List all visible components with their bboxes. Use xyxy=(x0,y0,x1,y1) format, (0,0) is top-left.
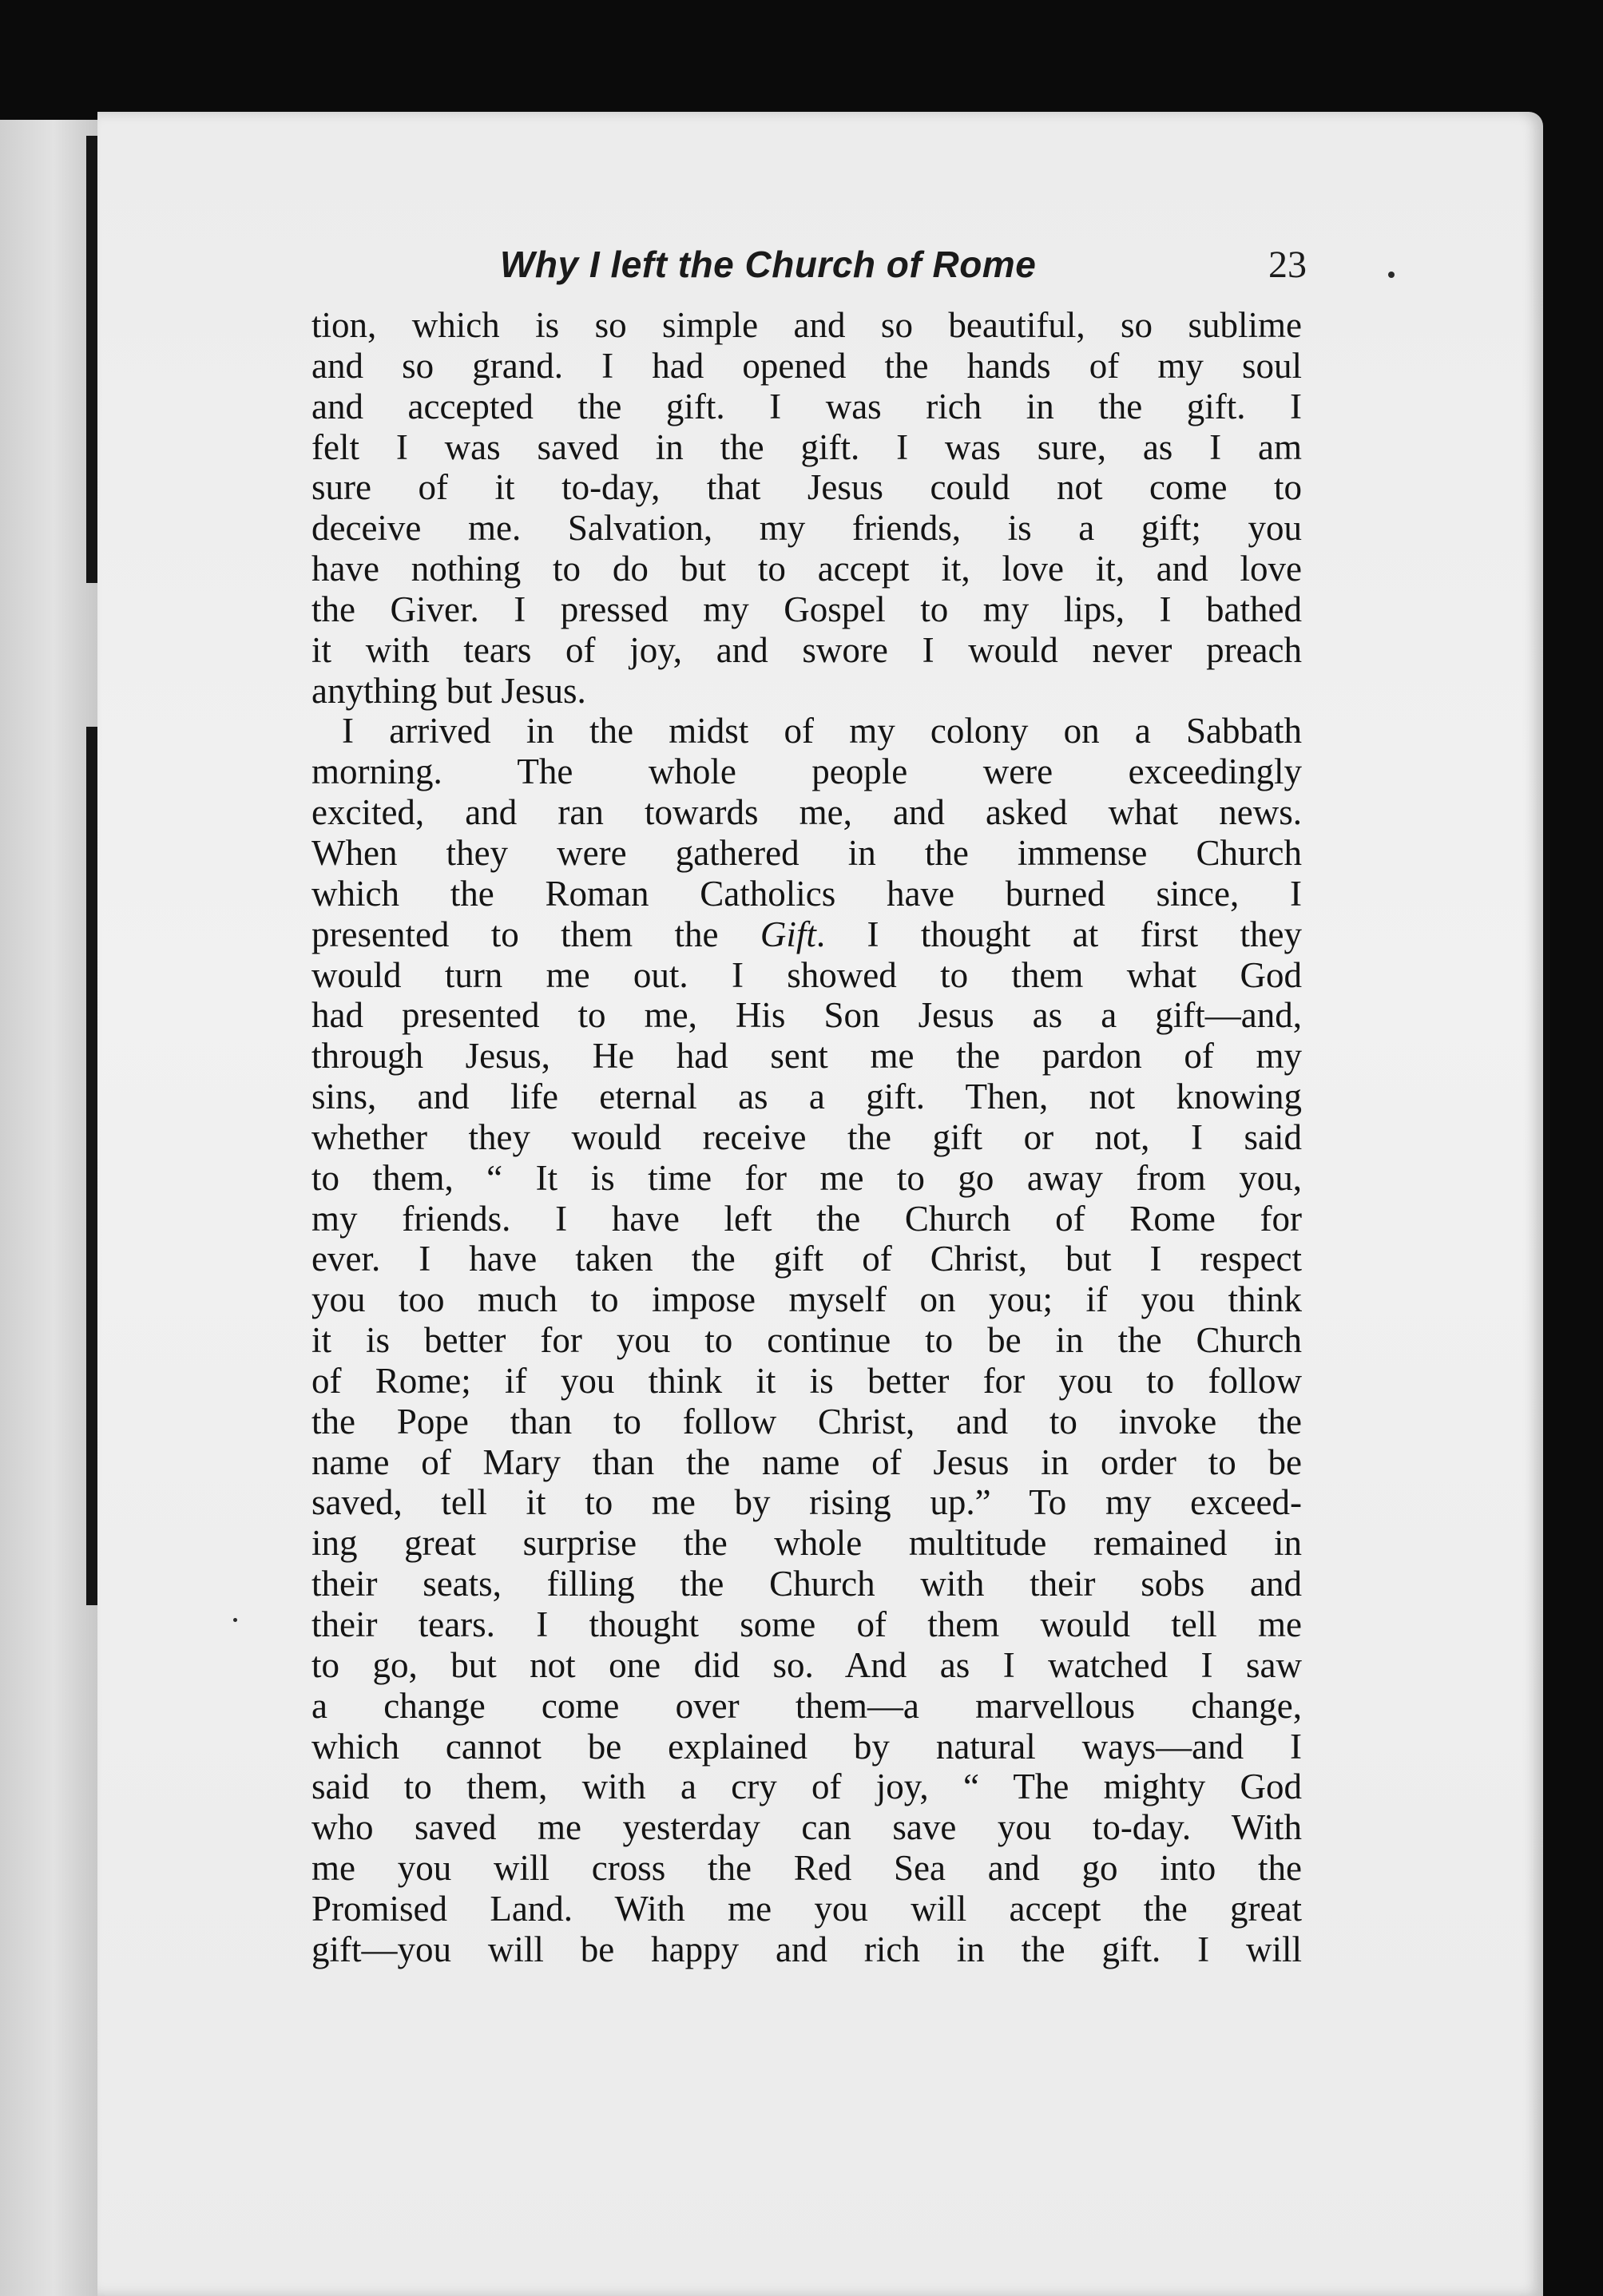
text-line: through Jesus, He had sent me the pardon of my xyxy=(311,1036,1302,1077)
text-line: their tears. I thought some of them would tell me xyxy=(311,1604,1302,1644)
text-line: would turn me out. I showed to them what God xyxy=(311,954,1302,995)
text-line: the Giver. I pressed my Gospel to my lips, I bathed xyxy=(311,589,1302,629)
text-line: Promised Land. With me you will accept the great xyxy=(311,1888,1302,1929)
text-line: which cannot be explained by natural ways—and I xyxy=(311,1726,1302,1767)
paragraph xyxy=(311,711,1302,1969)
text-line: When they were gathered in the immense Church xyxy=(311,832,1302,873)
running-title: Why I left the Church of Rome xyxy=(500,244,1037,285)
text-run: . I thought at first they xyxy=(815,914,1302,954)
text-line: saved, tell it to me by rising up.” To my exceed- xyxy=(311,1482,1302,1523)
gutter-shadow-bottom xyxy=(86,727,97,1605)
text-line: deceive me. Salvation, my friends, is a gift; you xyxy=(311,508,1302,549)
text-line: to them, “ It is time for me to go away from you, xyxy=(311,1157,1302,1198)
text-line: my friends. I have left the Church of Rome for xyxy=(311,1198,1302,1239)
text-line: ever. I have taken the gift of Christ, but I respect xyxy=(311,1239,1302,1279)
italic-gift: Gift xyxy=(760,914,816,954)
text-line: tion, which is so simple and so beautiful, so sublime xyxy=(311,305,1302,345)
text-line: the Pope than to follow Christ, and to invoke the xyxy=(311,1401,1302,1441)
text-line: said to them, with a cry of joy, “ The mighty God xyxy=(311,1767,1302,1807)
text-line: morning. The whole people were exceedingly xyxy=(311,751,1302,792)
text-line: who saved me yesterday can save you to-day. With xyxy=(311,1807,1302,1848)
text-line: their seats, filling the Church with their sobs and xyxy=(311,1564,1302,1604)
text-line: it is better for you to continue to be in the Church xyxy=(311,1320,1302,1361)
text-line: I arrived in the midst of my colony on a Sabbath xyxy=(342,711,1302,751)
text-line: and so grand. I had opened the hands of my soul xyxy=(311,345,1302,386)
text-line: anything but Jesus. xyxy=(311,670,586,711)
page-number: 23 xyxy=(1268,244,1307,286)
text-line: excited, and ran towards me, and asked what news. xyxy=(311,792,1302,833)
dust-speck xyxy=(1388,272,1395,278)
text-line: felt I was saved in the gift. I was sure, as I am xyxy=(311,426,1302,467)
text-line: had presented to me, His Son Jesus as a gift—and, xyxy=(311,995,1302,1036)
text-line: it with tears of joy, and swore I would never preach xyxy=(311,629,1302,670)
text-line: gift—you will be happy and rich in the gift. I will xyxy=(311,1929,1302,1969)
gutter-shadow-top xyxy=(86,136,97,583)
text-line: and accepted the gift. I was rich in the gift. I xyxy=(311,386,1302,426)
text-line: sins, and life eternal as a gift. Then, not knowing xyxy=(311,1077,1302,1117)
text-line: have nothing to do but to accept it, love it, and love xyxy=(311,549,1302,589)
text-line: name of Mary than the name of Jesus in order to be xyxy=(311,1441,1302,1482)
text-line: you too much to impose myself on you; if you think xyxy=(311,1279,1302,1320)
dust-speck xyxy=(233,1618,237,1622)
text-line xyxy=(311,914,1302,955)
text-line: of Rome; if you think it is better for you to follow xyxy=(311,1360,1302,1401)
text-line: me you will cross the Red Sea and go into the xyxy=(311,1848,1302,1889)
text-line: to go, but not one did so. And as I watched I saw xyxy=(311,1644,1302,1685)
paragraph xyxy=(311,305,1302,711)
body-text xyxy=(311,305,1302,1970)
text-line: a change come over them—a marvellous change, xyxy=(311,1685,1302,1726)
text-run: presented to them the xyxy=(311,914,760,954)
text-line: sure of it to-day, that Jesus could not come to xyxy=(311,467,1302,508)
text-line: whether they would receive the gift or not, I said xyxy=(311,1116,1302,1157)
facing-page-edge xyxy=(0,120,97,2296)
text-line: ing great surprise the whole multitude remained in xyxy=(311,1523,1302,1564)
page-header xyxy=(404,243,1307,291)
text-line: which the Roman Catholics have burned since, I xyxy=(311,873,1302,914)
